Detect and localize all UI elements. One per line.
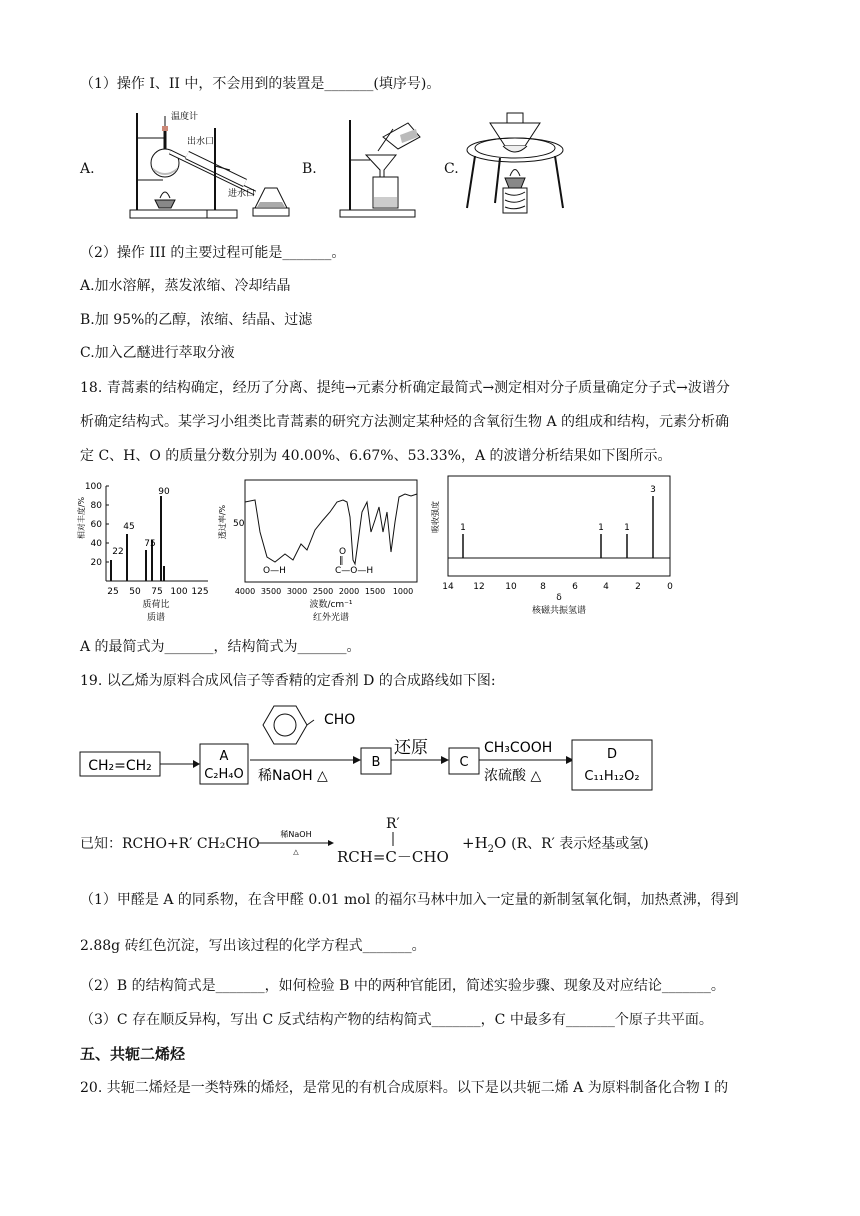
route-condition-3: 浓硫酸 △ [484, 768, 542, 784]
nmr-xtick-2: 2 [635, 582, 641, 592]
ir-spectrum-chart [215, 472, 440, 627]
ir-xtick-1500: 1500 [364, 587, 386, 596]
nmr-peak-1a: 1 [460, 523, 466, 533]
evaporation-apparatus [465, 108, 565, 218]
q19-part2: （2）B 的结构简式是_______，如何检验 B 中的两种官能团，简述实验步骤、现象及对应结论_______。 [80, 978, 725, 994]
water-outlet-label: 出水口 [187, 137, 215, 147]
route-condition-1: 稀NaOH △ [258, 768, 328, 784]
ms-ytick-100: 100 [84, 482, 102, 492]
ms-peak-45: 45 [123, 522, 135, 532]
ms-ytick-60: 60 [90, 520, 102, 530]
q19-title: 19. 以乙烯为原料合成风信子等香精的定香剂 D 的合成路线如下图: [80, 673, 496, 689]
known-reaction-arrow [256, 828, 336, 858]
nmr-xtick-14: 14 [442, 582, 454, 592]
thermometer-label: 温度计 [171, 112, 199, 122]
route-reagent: CH₃COOH [484, 740, 553, 756]
nmr-xtick-10: 10 [505, 582, 517, 592]
known-bond [390, 832, 396, 848]
ir-xlabel: 波数/cm⁻¹ [309, 600, 353, 610]
nmr-ylabel: 吸收强度 [431, 501, 440, 533]
ir-xtick-3000: 3000 [286, 587, 308, 596]
known-water-h: +H [462, 834, 488, 852]
option-b-label: B. [302, 161, 317, 177]
route-box-c: C [459, 755, 469, 770]
ir-cooh-o: O [339, 547, 347, 557]
ms-ytick-80: 80 [90, 501, 102, 511]
known-arrow-top: 稀NaOH [280, 830, 312, 839]
nmr-peak-1c: 1 [624, 523, 630, 533]
section-heading: 五、共轭二烯烃 [80, 1045, 186, 1063]
ms-ylabel: 相对丰度/% [77, 496, 86, 540]
q18-line-3: 定 C、H、O 的质量分数分别为 40.00%、6.67%、53.33%，A 的波谱分析结果如下图所示。 [80, 448, 672, 464]
nmr-caption: 核磁共振氢谱 [531, 606, 587, 616]
known-product: RCH=C－CHO [337, 848, 449, 866]
nmr-xtick-6: 6 [572, 582, 578, 592]
option-a-label: A. [80, 161, 95, 177]
ms-peak-75: 75 [144, 539, 156, 549]
filtration-apparatus [338, 115, 433, 220]
ms-peak-22: 22 [112, 547, 124, 557]
ir-xtick-2000: 2000 [338, 587, 360, 596]
ms-ytick-20: 20 [90, 558, 102, 568]
ms-xlabel: 质荷比 [142, 600, 170, 610]
ir-cooh-bond: ‖ [339, 556, 344, 566]
ir-xtick-2500: 2500 [312, 587, 334, 596]
nmr-xtick-4: 4 [603, 582, 609, 592]
nmr-delta: δ [556, 593, 562, 603]
ir-cooh-label: C—O—H [335, 566, 374, 576]
known-water-o: O [494, 834, 507, 852]
known-water-sub: 2 [487, 844, 495, 855]
nmr-xtick-8: 8 [540, 582, 546, 592]
route-box-a-title: A [219, 749, 229, 764]
ms-caption: 质谱 [146, 613, 166, 623]
q17-choice-a: A.加水溶解，蒸发浓缩、冷却结晶 [80, 278, 291, 294]
ms-xtick-50: 50 [129, 587, 141, 597]
q19-part3: （3）C 存在顺反异构，写出 C 反式结构产物的结构简式_______，C 中最多有_______个原子共平面。 [80, 1012, 713, 1028]
route-box-d-title: D [606, 747, 618, 762]
ir-xtick-3500: 3500 [260, 587, 282, 596]
nmr-peak-3: 3 [650, 485, 656, 495]
q18-line-2: 析确定结构式。某学习小组类比青蒿素的研究方法测定某种烃的含氧衍生物 A 的组成和结构，元素分析确 [80, 414, 730, 430]
option-c-label: C. [444, 161, 459, 177]
synthesis-route [78, 700, 668, 800]
route-box-a-formula: C₂H₄O [204, 767, 244, 782]
q19-part1-line2: 2.88g 砖红色沉淀，写出该过程的化学方程式_______。 [80, 938, 426, 954]
nmr-xtick-12: 12 [473, 582, 485, 592]
q18-line-1: 18. 青蒿素的结构确定，经历了分离、提纯→元素分析确定最简式→测定相对分子质量确定分子式→波谱分 [80, 380, 730, 396]
q17-choice-c: C.加入乙醚进行萃取分液 [80, 345, 235, 361]
known-arrow-bottom: △ [293, 848, 299, 856]
q19-part1-line1: （1）甲醛是 A 的同系物，在含甲醛 0.01 mol 的福尔马林中加入一定量的新制氢氧化铜，加热煮沸，得到 [80, 892, 739, 908]
mass-spectrum-chart [78, 478, 213, 628]
route-box-b: B [371, 755, 381, 770]
nmr-peak-1b: 1 [598, 523, 604, 533]
known-water [462, 834, 649, 856]
q18-answer: A 的最简式为_______，结构简式为_______。 [80, 639, 361, 655]
ir-xtick-1000: 1000 [392, 587, 414, 596]
q17-part2: （2）操作 III 的主要过程可能是_______。 [80, 245, 346, 261]
route-box-d-formula: C₁₁H₁₂O₂ [584, 769, 640, 784]
distillation-apparatus [125, 108, 300, 223]
route-cho: CHO [324, 712, 356, 728]
known-note: (R、R′ 表示烃基或氢) [511, 836, 649, 852]
ir-ylabel: 透过率/% [218, 504, 227, 540]
ir-xtick-4000: 4000 [234, 587, 256, 596]
route-reduce: 还原 [394, 738, 428, 758]
nmr-spectrum-chart [428, 472, 680, 622]
known-prefix: 已知：RCHO+R′ CH₂CHO [80, 836, 260, 852]
nmr-xtick-0: 0 [667, 582, 673, 592]
ms-peak-90: 90 [158, 487, 170, 497]
known-r-prime: R′ [386, 816, 400, 832]
route-ethylene: CH₂=CH₂ [88, 758, 152, 774]
ms-xtick-75: 75 [151, 587, 163, 597]
q17-part1: （1）操作 I、II 中，不会用到的装置是_______(填序号)。 [80, 76, 441, 92]
ms-xtick-100: 100 [170, 587, 188, 597]
ms-xtick-125: 125 [191, 587, 209, 597]
ms-ytick-40: 40 [90, 539, 102, 549]
water-inlet-label: 进水口 [228, 189, 256, 199]
q17-choice-b: B.加 95%的乙醇，浓缩、结晶、过滤 [80, 312, 313, 328]
ms-xtick-25: 25 [107, 587, 119, 597]
q20-intro: 20. 共轭二烯烃是一类特殊的烯烃，是常见的有机合成原料。以下是以共轭二烯 A 为原料制备化合物 I 的 [80, 1080, 729, 1096]
ir-y50: 50 [233, 519, 245, 529]
ir-caption: 红外光谱 [312, 613, 350, 623]
ir-oh-label: O—H [263, 566, 286, 576]
